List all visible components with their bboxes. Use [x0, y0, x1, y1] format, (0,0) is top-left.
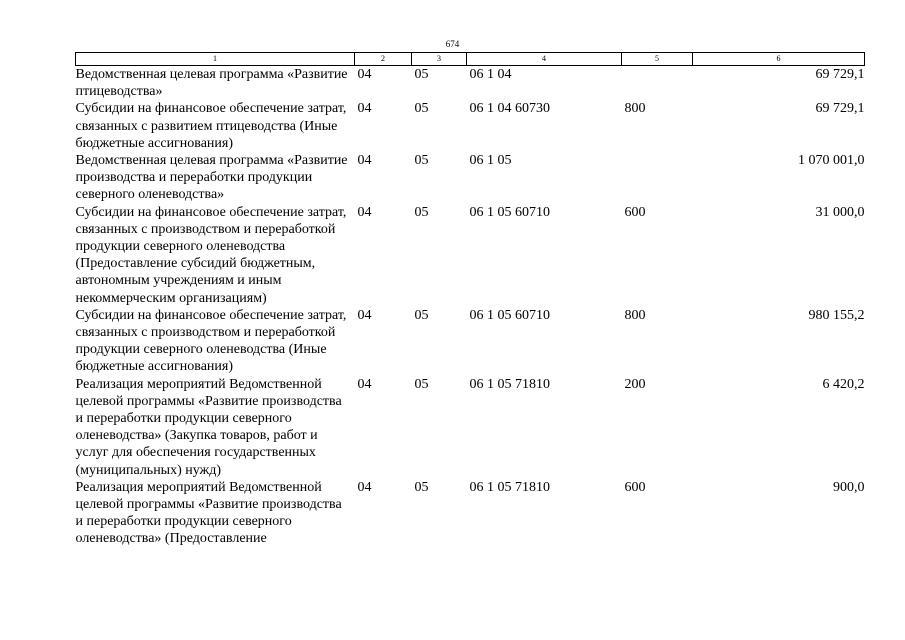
- row-amount: 6 420,2: [822, 376, 865, 392]
- row-name: Реализация мероприятий Ведомственной целевой программы «Развитие производства и переработки продукции северного оленеводства» (Закупка товаров, работ и услуг для обеспечения государственных (муниципальных) нужд): [75, 376, 342, 478]
- row-subsection: 05: [414, 67, 429, 82]
- row-section: 04: [357, 153, 372, 169]
- row-amount: 69 729,1: [815, 67, 865, 82]
- table-row: [76, 204, 865, 307]
- row-expense-type: 800: [624, 307, 646, 323]
- row-name: Субсидии на финансовое обеспечение затрат, связанных с развитием птицеводства (Иные бюджетные ассигнования): [75, 101, 347, 151]
- row-expense-type: 600: [624, 479, 646, 495]
- row-target-code: 06 1 05 71810: [469, 479, 550, 495]
- row-name: Реализация мероприятий Ведомственной целевой программы «Развитие производства и переработки продукции северного оленеводства» (Предоставление: [75, 479, 342, 547]
- row-expense-type: [622, 152, 693, 204]
- row-subsection: 05: [414, 101, 429, 117]
- row-amount: 980 155,2: [808, 307, 865, 323]
- row-subsection: 05: [414, 307, 429, 323]
- row-amount: 1 070 001,0: [798, 153, 865, 169]
- row-amount: 69 729,1: [815, 101, 865, 117]
- table-row: [76, 152, 865, 204]
- table-row: [76, 479, 865, 548]
- row-subsection: 05: [414, 376, 429, 392]
- row-expense-type: 600: [624, 204, 646, 220]
- header-cell-2: 2: [355, 53, 412, 66]
- row-expense-type: 800: [624, 101, 646, 117]
- table-row: [76, 100, 865, 152]
- header-cell-6: 6: [693, 53, 865, 66]
- row-expense-type: [622, 66, 693, 101]
- row-expense-type: 200: [624, 376, 646, 392]
- row-section: 04: [357, 479, 372, 495]
- header-cell-3: 3: [412, 53, 467, 66]
- budget-table: [75, 52, 865, 548]
- header-row: [76, 53, 865, 66]
- header-cell-5: 5: [622, 53, 693, 66]
- row-target-code: 06 1 05 71810: [469, 376, 550, 392]
- row-target-code: 06 1 05: [469, 153, 512, 169]
- table-row: [76, 376, 865, 479]
- row-section: 04: [357, 307, 372, 323]
- header-cell-1: 1: [76, 53, 355, 66]
- row-name: Субсидии на финансовое обеспечение затрат, связанных с производством и переработкой продукции северного оленеводства (Иные бюджетные ассигнования): [75, 307, 347, 375]
- table-header: [76, 53, 865, 66]
- header-cell-4: 4: [467, 53, 622, 66]
- table-body: [76, 66, 865, 548]
- row-subsection: 05: [414, 204, 429, 220]
- row-amount: 31 000,0: [815, 204, 865, 220]
- row-name: Субсидии на финансовое обеспечение затрат, связанных с производством и переработкой продукции северного оленеводства (Предоставление субсидий бюджетным, автономным учреждениям и иным некоммерческим организациям): [75, 204, 347, 306]
- row-target-code: 06 1 04: [469, 67, 512, 82]
- row-section: 04: [357, 101, 372, 117]
- table-row: [76, 66, 865, 101]
- row-target-code: 06 1 05 60710: [469, 204, 550, 220]
- row-target-code: 06 1 04 60730: [469, 101, 550, 117]
- row-amount: 900,0: [833, 479, 865, 495]
- row-section: 04: [357, 67, 372, 82]
- row-subsection: 05: [414, 479, 429, 495]
- row-subsection: 05: [414, 153, 429, 169]
- row-target-code: 06 1 05 60710: [469, 307, 550, 323]
- row-name: Ведомственная целевая программа «Развитие производства и переработки продукции северного оленеводства»: [75, 153, 348, 203]
- row-section: 04: [357, 204, 372, 220]
- page-number: 674: [445, 39, 460, 49]
- table-row: [76, 307, 865, 376]
- row-name: Ведомственная целевая программа «Развитие птицеводства»: [75, 67, 348, 100]
- row-section: 04: [357, 376, 372, 392]
